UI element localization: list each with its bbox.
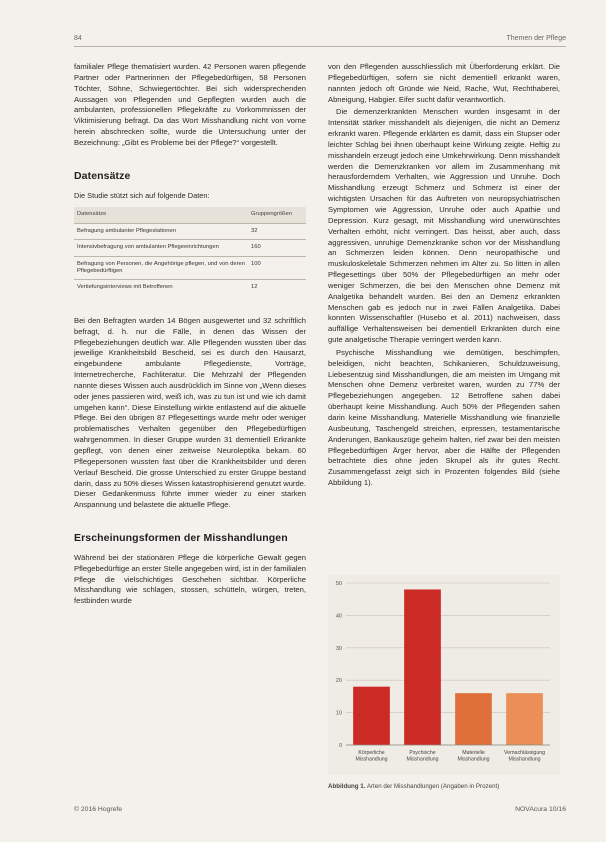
issue-info: NOVAcura 10/16 xyxy=(515,806,566,813)
table-row xyxy=(74,240,306,256)
figure-caption-text: Arten der Misshandlungen (Angaben in Prozent) xyxy=(366,783,500,790)
figure-1 xyxy=(328,575,560,790)
body-paragraph: Die demenzerkrankten Menschen wurden insgesamt in der Intensität stärker misshandelt als diejenigen, die nicht an Demenz erkrankt waren. Pflegende erklärten es damit, dass ein Stupser oder leichter Schlag bei ihnen überhaupt keine Wirkung zeigte. Heftig zu misshandeln erzeugt jedoch eine Umkehrwirkung. Denn misshandelt werden die Demenzkranken vor allem im Zusammenhang mit herausforderndem Verhalten, wie Aggression und Unruhe. Doch Misshandlung erzeugt Schmerz und Schmerz ist einer der wichtigsten Ursachen für das Auftreten von neuropsychiatrischen Symptomen wie Aggression, Unruhe oder auch Apathie und Depression. Kurz gesagt, mit Misshandlung wird unerwünschtes Verhalten erhöht, nicht verringert. Das heisst, aber auch, dass aggressiven, unruhige Demenzkranke schon vor der Misshandlung an Schmerzen leiden können. Denn neuropathische und muskuloskeletale Schmerzen nehmen im Alter zu. So litten in allen Pflegesettings über 50% der Pflegebedürftigen an mehr oder weniger Schmerzen, die bei den Menschen ohne Demenz mit Analgetika behandelt wurden. Bei den an Demenz erkrankten Menschen gab es jedoch nur in zwei Fällen Analgetika. Dabei konnten Wissenschaftler (Husebo et al. 2011) nachweisen, dass auffällige Verhaltensweisen bei dementiell Erkrankten durch eine gute analgetische Therapie verringert werden kann. xyxy=(328,107,560,345)
figure-caption-label: Abbildung 1. xyxy=(328,783,366,790)
intro-paragraph: familialer Pflege thematisiert wurden. 42 Personen waren pflegende Partner oder Partnerinnen der Pflegebedürftigen, 58 Personen Töchter, Söhne, Schwiegertöchter. Bei sich widersprechenden Aussagen von Pflegenden und Gepflegten wurden auch die ambulanten, professionellen Pflegekräfte zu Vorkommnissen der Viktimisierung befragt. Da das Wort Misshandlung nicht von vorne herein abschrecken sollte, wurde die Untersuchung unter der Bezeichnung: „Gibt es Probleme bei der Pflege?“ vorgestellt. xyxy=(74,62,306,147)
table-cell: 12 xyxy=(248,280,306,296)
x-tick-label: Materielle xyxy=(462,750,485,756)
section-heading-datensaetze: Datensätze xyxy=(74,169,131,182)
bar xyxy=(404,589,441,745)
body-paragraph: Bei den Befragten wurden 14 Bögen ausgewertet und 32 schriftlich befragt, d. h. nur die Fälle, in denen das Wissen der Pflegebeziehungen deutlich war. Alle Pflegenden wussten über das jeweilige Krankheitsbild Bescheid, sei es durch den Hausarzt, eingebundene ambulante Pflegedienste, Vorträge, Internetrecherche, Fachliteratur. Die Mehrzahl der Pflegenden nannte dieses Wissen auch ausdrücklich im Sinne von „Wenn dieses oder jenes passieren wird, weiß ich, was zu tun ist und wie ich damit umgehen kann“. Diese Einstellung wirkte entlastend auf die aktuelle Pflege. Bei den übrigen 87 Pflegesettings wurde mehr oder weniger problematisches Verhalten gegenüber den Pflegebedürftigen wahrgenommen. In dieser Gruppe wurden 31 dementiell Erkrankte gepflegt, von denen einer zeitweise Neuroleptika bekam. 60 Pflegepersonen wussten fast über die Krankheitsbilder und deren Verlauf Bescheid. Die grosse Unterschied zu erster Gruppe bestand darin, dass zu 50% dieses Wissen katastrophisierend genutzt wurde. Dieser Gedankenmuss führte immer wieder zu einer starken Anspannung und belastete die aktuelle Pflege. xyxy=(74,315,306,510)
dataset-table xyxy=(74,207,306,295)
y-tick-label: 40 xyxy=(335,613,342,620)
table-cell: Vertiefungsinterviews mit Betroffenen xyxy=(74,280,248,296)
bar xyxy=(353,687,390,745)
table-header-cell: Gruppengrößen xyxy=(248,207,306,223)
body-paragraph: Während bei der stationären Pflege die körperliche Gewalt gegen Pflegebedürftige an erster Stelle angegeben wird, ist in der familialen Pflege die vielschichtiges Geschehen sichtbar. Körperliche Misshandlung wie schlagen, stossen, schütteln, würgen, treten, festbinden wurde xyxy=(74,552,306,606)
bar-chart xyxy=(328,575,560,775)
y-tick-label: 50 xyxy=(335,581,342,587)
table-header-row xyxy=(74,207,306,223)
y-tick-label: 10 xyxy=(335,710,342,717)
table-cell: Befragung ambulanter Pflegestationen xyxy=(74,223,248,239)
page-number: 84 xyxy=(74,34,82,42)
page-header xyxy=(74,30,566,47)
x-tick-label: Misshandlung xyxy=(457,756,490,763)
x-tick-label: Misshandlung xyxy=(508,756,541,763)
x-tick-label: Psychische xyxy=(409,750,436,756)
x-tick-label: Misshandlung xyxy=(355,756,388,763)
x-tick-label: Misshandlung xyxy=(406,756,439,763)
table-header-cell: Datensätze xyxy=(74,207,248,223)
table-row xyxy=(74,256,306,280)
page-footer xyxy=(74,806,566,818)
figure-caption xyxy=(328,783,560,790)
table-intro: Die Studie stützt sich auf folgende Daten: xyxy=(74,190,210,200)
table-row xyxy=(74,223,306,239)
bar xyxy=(506,693,543,745)
table-cell: Befragung von Personen, die Angehörige pflegen, und von deren Pflegebedürftigen xyxy=(74,256,248,280)
table-row xyxy=(74,280,306,296)
copyright: © 2016 Hogrefe xyxy=(74,806,123,813)
y-tick-label: 0 xyxy=(338,743,342,749)
x-tick-label: Körperliche xyxy=(358,750,385,756)
table-cell: 160 xyxy=(248,240,306,256)
body-paragraph: Psychische Misshandlung wie demütigen, beschimpfen, beleidigen, nicht beachten, Schikanieren, Schuldzuweisung, Liebesentzug sind Misshandlungen, die am meisten im Umgang mit Menschen ohne Demenz verbreitet waren, wurden zu 77% der Pflegebeziehungen angegeben. 12 Betroffene sahen dabei überhaupt keine Misshandlung. Auch 50% der Pflegenden sahen darin keine Misshandlung. Materielle Misshandlung wie finanzielle Ausbeutung, Taschengeld streichen, erpressen, testamentarische Änderungen, Bankauszüge geheim halten, rief zwar bei den meisten Pflegebedürftigen Ärger hervor, aber die Hälfte der Pflegenden betrachtete dies ohne jeden Skrupel als ihr gutes Recht. Zusammengefasst zeigt sich in Prozenten folgendes Bild (siehe Abbildung 1). xyxy=(328,347,560,488)
bar xyxy=(455,693,492,745)
right-column xyxy=(328,62,560,491)
section-heading-erscheinungsformen: Erscheinungsformen der Misshandlungen xyxy=(74,532,288,545)
journal-title: Themen der Pflege xyxy=(506,34,566,42)
table-cell: Intensivbefragung von ambulanten Pflegeeinrichtungen xyxy=(74,240,248,256)
y-tick-label: 20 xyxy=(335,678,342,685)
table-cell: 100 xyxy=(248,256,306,280)
y-tick-label: 30 xyxy=(335,645,342,652)
body-paragraph: von den Pflegenden ausschliesslich mit Überforderung erklärt. Die Pflegebedürftigen, sofern sie nicht dementiell erkrankt waren, nannten jedoch oft Gründe wie Neid, Rache, Wut, Rechthaberei, Abneigung, Habgier. Eifer sucht dafür verantwortlich. xyxy=(328,62,560,104)
table-cell: 32 xyxy=(248,223,306,239)
x-tick-label: Vernachlässigung xyxy=(504,750,545,756)
left-column xyxy=(74,62,306,609)
